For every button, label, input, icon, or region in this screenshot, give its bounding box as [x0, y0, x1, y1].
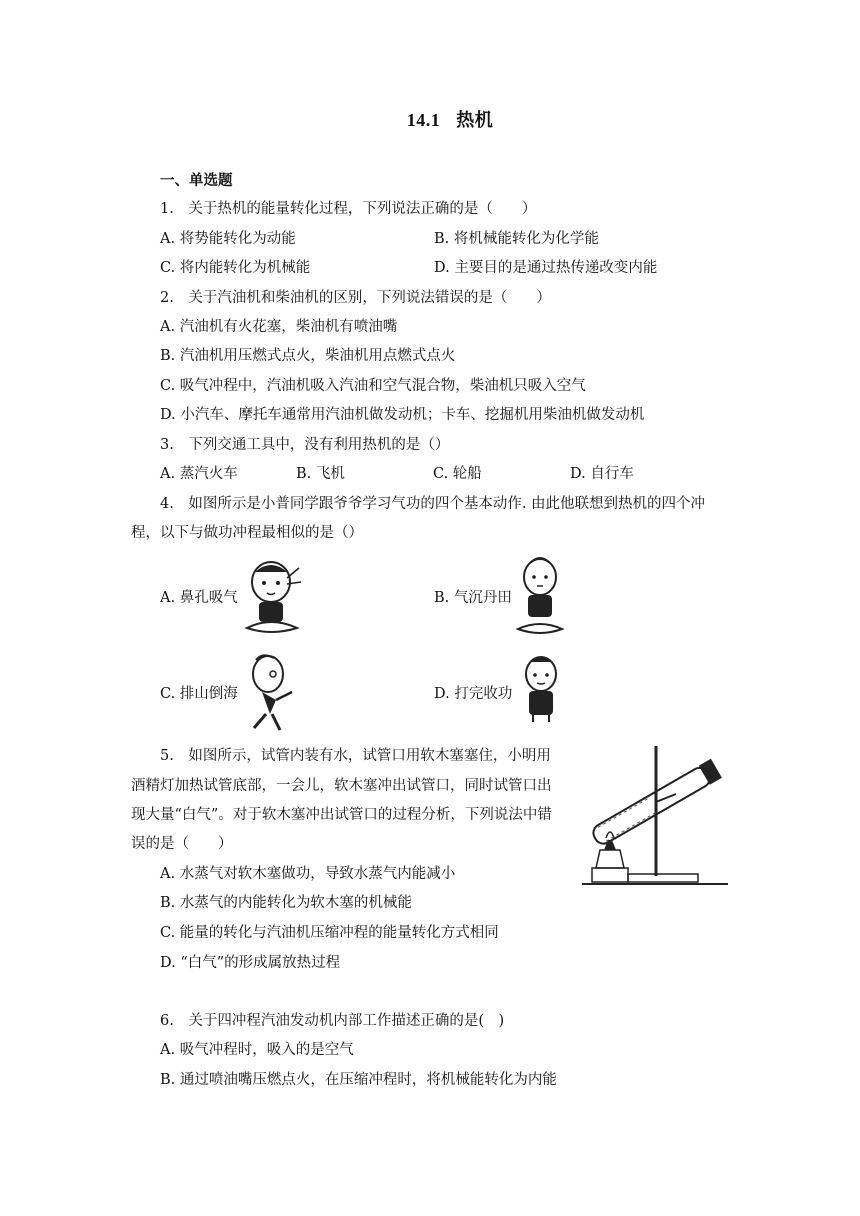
q1-option-c: C. 将内能转化为机械能	[160, 260, 311, 276]
q3-option-b: B. 飞机	[296, 466, 345, 482]
q1-option-a: A. 将势能转化为动能	[160, 231, 296, 247]
q4-figure-c-pushing-kid	[240, 652, 296, 736]
q6-stem: 6. 关于四冲程汽油发动机内部工作描述正确的是( )	[160, 1013, 505, 1029]
q5-stem-line4: 误的是（ ）	[131, 836, 233, 852]
q4-option-a: A. 鼻孔吸气	[160, 590, 238, 606]
q4-option-c: C. 排山倒海	[160, 686, 238, 702]
q5-option-d: D. “白气”的形成属放热过程	[160, 955, 341, 971]
q2-option-c: C. 吸气冲程中，汽油机吸入汽油和空气混合物，柴油机只吸入空气	[160, 378, 586, 394]
q4-figure-a-breathing-kid	[243, 558, 305, 636]
q4-option-b: B. 气沉丹田	[434, 590, 512, 606]
q5-stem-line1: 5. 如图所示，试管内装有水，试管口用软木塞塞住，小明用	[160, 748, 551, 764]
q1-stem: 1. 关于热机的能量转化过程，下列说法正确的是（ ）	[160, 201, 537, 217]
q1-option-d: D. 主要目的是通过热传递改变内能	[434, 260, 658, 276]
q2-option-a: A. 汽油机有火花塞，柴油机有喷油嘴	[160, 319, 398, 335]
q6-option-b: B. 通过喷油嘴压燃点火，在压缩冲程时，将机械能转化为内能	[160, 1072, 557, 1088]
q4-option-d: D. 打完收功	[434, 686, 513, 702]
q4-stem-line2: 程，以下与做功冲程最相似的是（）	[131, 525, 363, 541]
q4-figure-d-finished-kid	[518, 654, 564, 724]
q1-option-b: B. 将机械能转化为化学能	[434, 231, 599, 247]
section-heading: 一、单选题	[160, 172, 233, 189]
page-title	[0, 106, 860, 132]
q5-option-b: B. 水蒸气的内能转化为软木塞的机械能	[160, 895, 412, 911]
title-number: 14.1	[406, 110, 441, 130]
q3-stem: 3. 下列交通工具中，没有利用热机的是（）	[160, 437, 450, 453]
q2-stem: 2. 关于汽油机和柴油机的区别，下列说法错误的是（ ）	[160, 290, 551, 306]
q5-option-c: C. 能量的转化与汽油机压缩冲程的能量转化方式相同	[160, 925, 499, 941]
q2-option-b: B. 汽油机用压燃式点火，柴油机用点燃式点火	[160, 348, 456, 364]
q5-option-a: A. 水蒸气对软木塞做功，导致水蒸气内能减小	[160, 866, 456, 882]
title-text: 热机	[456, 110, 494, 131]
q3-option-d: D. 自行车	[570, 466, 634, 482]
q3-option-c: C. 轮船	[433, 466, 482, 482]
q2-option-d: D. 小汽车、摩托车通常用汽油机做发动机；卡车、挖掘机用柴油机做发动机	[160, 407, 645, 423]
q3-option-a: A. 蒸汽火车	[160, 466, 238, 482]
q6-option-a: A. 吸气冲程时，吸入的是空气	[160, 1042, 354, 1058]
q5-stem-line2: 酒精灯加热试管底部，一会儿，软木塞冲出试管口，同时试管口出	[131, 778, 552, 794]
q4-figure-b-meditating-kid	[516, 555, 564, 639]
q5-stem-line3: 现大量“白气”。对于软木塞冲出试管口的过程分析，下列说法中错	[131, 807, 552, 823]
q5-figure-test-tube-apparatus	[580, 742, 730, 890]
q4-stem-line1: 4. 如图所示是小普同学跟爷爷学习气功的四个基本动作. 由此他联想到热机的四个冲	[160, 496, 706, 512]
